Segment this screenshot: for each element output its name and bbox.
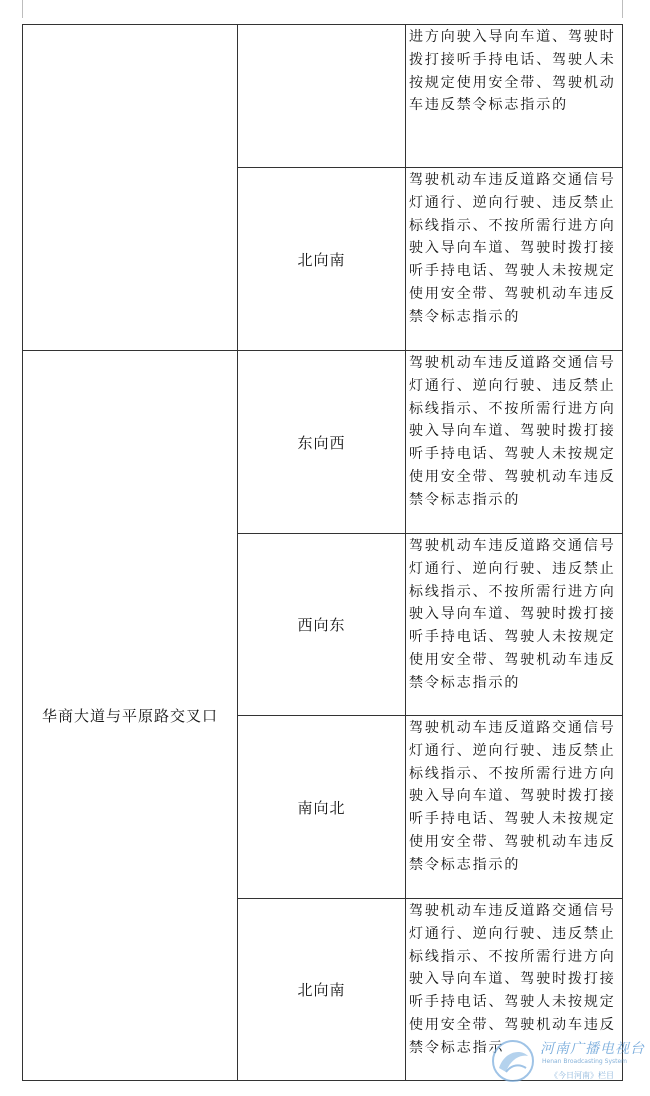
- direction-label: 东向西: [297, 433, 346, 452]
- direction-label: 西向东: [297, 616, 346, 634]
- direction-label: 北向南: [297, 981, 346, 999]
- rule-text: 驾驶机动车违反道路交通信号灯通行、逆向行驶、违反禁止标线指示、不按所需行进方向驶入导向车道、驾驶时拨打接听手持电话、驾驶人未按规定使用安全带、驾驶机动车违反禁令标志指示的: [409, 355, 616, 508]
- direction-cell: [238, 351, 406, 534]
- direction-cell: [238, 168, 406, 351]
- direction-cell: [238, 716, 406, 899]
- broadcaster-watermark: [490, 1030, 650, 1090]
- direction-cell: [238, 534, 406, 716]
- watermark-title: 河南广播电视台: [540, 1041, 645, 1057]
- rule-cell: [406, 716, 623, 899]
- direction-label: 北向南: [297, 250, 346, 269]
- page-corner-mark-right: [622, 0, 633, 18]
- broadcast-logo-icon: [490, 1038, 536, 1084]
- rule-text: 驾驶机动车违反道路交通信号灯通行、逆向行驶、违反禁止标线指示、不按所需行进方向驶入导向车道、驾驶时拨打接听手持电话、驾驶人未按规定使用安全带、驾驶机动车违反禁令标志指示的: [409, 720, 616, 873]
- location-label: 华商大道与平原路交叉口: [41, 707, 218, 725]
- rule-cell: [406, 351, 623, 534]
- rule-text: 驾驶机动车违反道路交通信号灯通行、逆向行驶、违反禁止标线指示、不按所需行进方向驶入导向车道、驾驶时拨打接听手持电话、驾驶人未按规定使用安全带、驾驶机动车违反禁令标志指示: [409, 903, 616, 1056]
- watermark-tag: 《今日河南》栏目: [550, 1071, 614, 1080]
- direction-cell: [238, 25, 406, 168]
- location-cell: [23, 25, 238, 351]
- table-row: [23, 351, 623, 534]
- direction-cell: [238, 899, 406, 1081]
- rule-text: 驾驶机动车违反道路交通信号灯通行、逆向行驶、违反禁止标线指示、不按所需行进方向驶入导向车道、驾驶时拨打接听手持电话、驾驶人未按规定使用安全带、驾驶机动车违反禁令标志指示的: [409, 172, 616, 325]
- rule-text: 进方向驶入导向车道、驾驶时拨打接听手持电话、驾驶人未按规定使用安全带、驾驶机动车违反禁令标志指示的: [409, 29, 616, 114]
- page-corner-mark-left: [12, 0, 23, 18]
- rule-cell: [406, 534, 623, 716]
- rule-cell: [406, 168, 623, 351]
- rule-text: 驾驶机动车违反道路交通信号灯通行、逆向行驶、违反禁止标线指示、不按所需行进方向驶入导向车道、驾驶时拨打接听手持电话、驾驶人未按规定使用安全带、驾驶机动车违反禁令标志指示的: [409, 538, 616, 691]
- violation-table: [22, 24, 623, 1081]
- table-row: [23, 25, 623, 168]
- rule-cell: [406, 25, 623, 168]
- direction-label: 南向北: [297, 798, 346, 817]
- location-cell: [23, 351, 238, 1081]
- watermark-subtitle: Henan Broadcasting System: [542, 1058, 628, 1065]
